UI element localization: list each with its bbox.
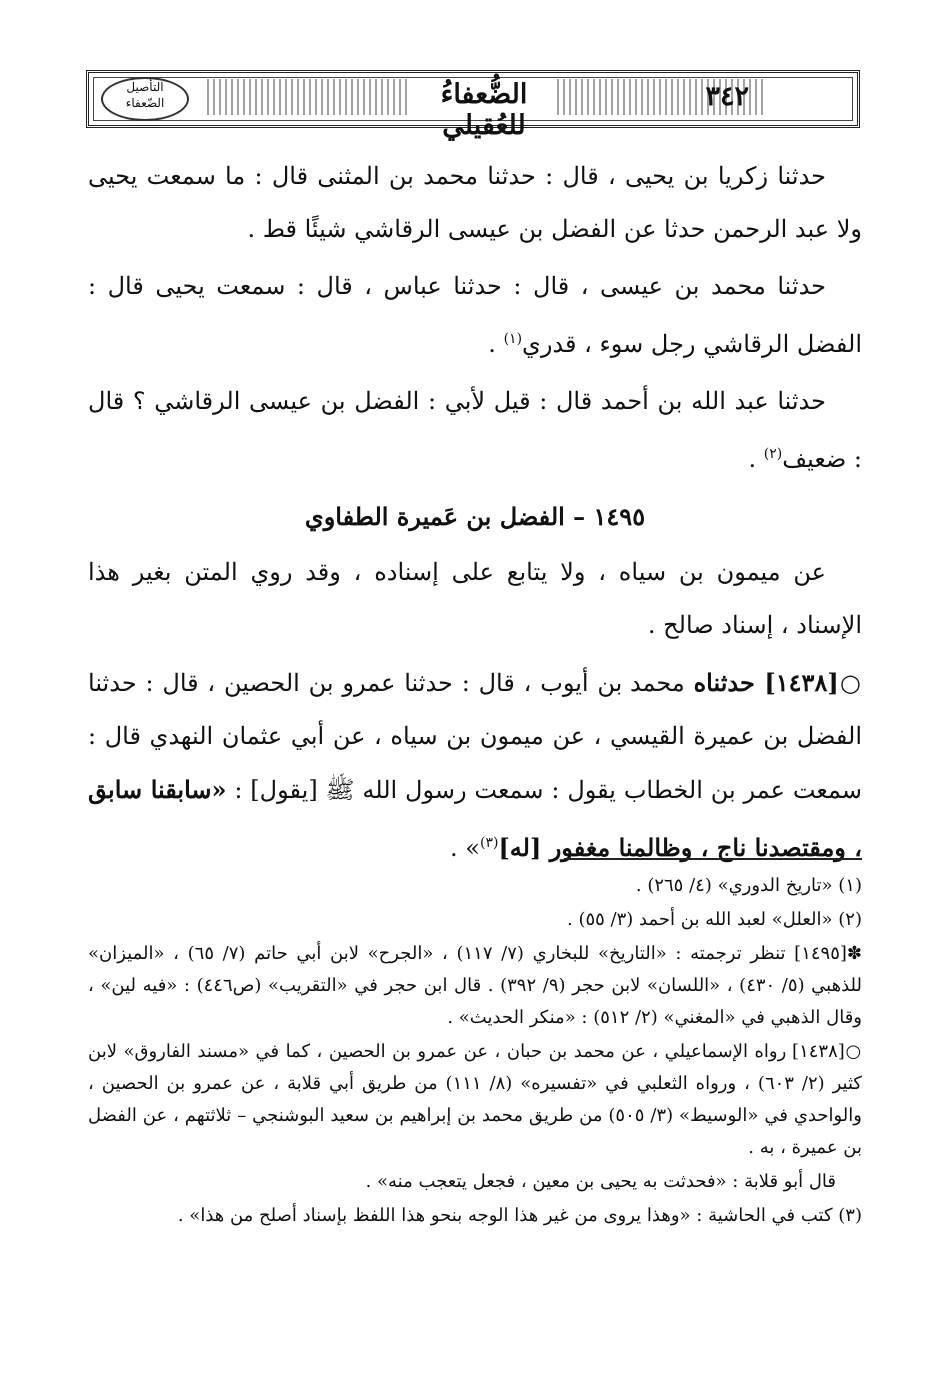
footnote-ref-3: (٣) — [479, 835, 499, 851]
footnotes — [88, 870, 862, 1234]
running-title: الضُّعفاءُ للعُقيلي — [440, 79, 528, 141]
page-number: ٣٤٢ — [705, 81, 749, 112]
paragraph-3-text: حدثنا عبد الله بن أحمد قال : قيل لأبي : الفضل بن عيسى الرقاشي ؟ قال : ضعيف — [88, 387, 862, 473]
paragraph-2-text: حدثنا محمد بن عيسى ، قال : حدثنا عباس ، قال : سمعت يحيى قال : الفضل الرقاشي رجل سوء ، قدري — [88, 272, 862, 358]
paragraph-5-text: محمد بن أيوب ، قال : حدثنا عمرو بن الحصين ، قال : حدثنا الفضل بن عميرة القيسي ، عن ميمون بن سياه ، عن أبي عثمان النهدي قال : سمعت عمر بن الخطاب يقول : سمعت رسول الله ﷺ [يقول] : — [88, 669, 862, 804]
hadith-number: ○[١٤٣٨] حدثناه — [693, 668, 863, 697]
paragraph-1-text: حدثنا زكريا بن يحيى ، قال : حدثنا محمد بن المثنى قال : ما سمعت يحيى ولا عبد الرحمن حدثا عن الفضل بن عيسى الرقاشي شيئًا قط . — [88, 162, 862, 243]
footnote-3: (٣) كتب في الحاشية : «وهذا يروى من غير هذا الوجه بنحو هذا اللفظ بإسناد أصلح من هذا» . — [177, 1205, 862, 1226]
paragraph-4 — [88, 546, 862, 652]
paragraph-5 — [88, 656, 862, 875]
footnote-takhrij: ○[١٤٣٨] رواه الإسماعيلي ، عن محمد بن حبان ، عن عمرو بن الحصين ، كما في «مسند الفاروق» لابن كثير (٢/ ٦٠٣) ، ورواه الثعلبي في «تفسيره» (٨/ ١١١) من طريق أبي قلابة ، عن عمرو بن الحصين ، والواحدي في «الوسيط» (٣/ ٥٠٥) من طريق محمد بن إبراهيم بن سعيد البوشنجي – ثلاثتهم ، عن الفضل بن عميرة ، به . — [88, 1041, 862, 1158]
quote-end: » . — [450, 834, 480, 862]
footnote-separator — [564, 858, 862, 860]
paragraph-2: حدثنا محمد بن عيسى ، قال : حدثنا عباس ، قال : سمعت يحيى قال : الفضل الرقاشي رجل سوء ، قدري$^{(١)}$ . — [88, 272, 862, 358]
page-header — [86, 70, 860, 141]
paragraph-1 — [88, 150, 862, 256]
footnote-2: (٢) «العلل» لعبد الله بن أحمد (٣/ ٥٥) . — [567, 909, 862, 930]
ornament-left — [207, 79, 407, 115]
hadith-quote: «سابقنا سابق ، ومقتصدنا ناج ، وظالمنا مغفور [له] — [88, 775, 862, 862]
entry-heading: ١٤٩٥ – الفضل بن عَميرة الطفاوي — [304, 502, 646, 531]
footnote-1: (١) «تاريخ الدوري» (٤/ ٢٦٥) . — [635, 875, 862, 896]
footnote-abu-qilaba: قال أبو قلابة : «فحدثت به يحيى بن معين ، فجعل يتعجب منه» . — [365, 1171, 836, 1192]
paragraph-4-text: عن ميمون بن سياه ، ولا يتابع على إسناده ، وقد روي المتن بغير هذا الإسناد ، إسناد صالح . — [88, 558, 862, 639]
logo-text-bottom: الضّعفاء — [125, 96, 165, 110]
logo-text-top: التأصيل — [126, 80, 164, 94]
footnote-ref-1: (١) — [503, 331, 523, 347]
publisher-logo — [101, 77, 189, 121]
footnote-ref-2: (٢) — [763, 446, 783, 462]
footnote-translation: ✽[١٤٩٥] تنظر ترجمته : «التاريخ» للبخاري (٧/ ١١٧) ، «الجرح» لابن أبي حاتم (٧/ ٦٥) ، «الميزان» للذهبي (٥/ ٤٣٠) ، «اللسان» لابن حجر (٩/ ٣٩٢) . قال ابن حجر في «التقريب» (ص٤٤٦) : «فيه لين» ، وقال الذهبي في «المغني» (٢/ ٥١٢) : «منكر الحديث» . — [88, 943, 862, 1028]
main-text — [88, 150, 862, 879]
paragraph-3: حدثنا عبد الله بن أحمد قال : قيل لأبي : الفضل بن عيسى الرقاشي ؟ قال : ضعيف$^{(٢)}$ . — [88, 387, 862, 473]
